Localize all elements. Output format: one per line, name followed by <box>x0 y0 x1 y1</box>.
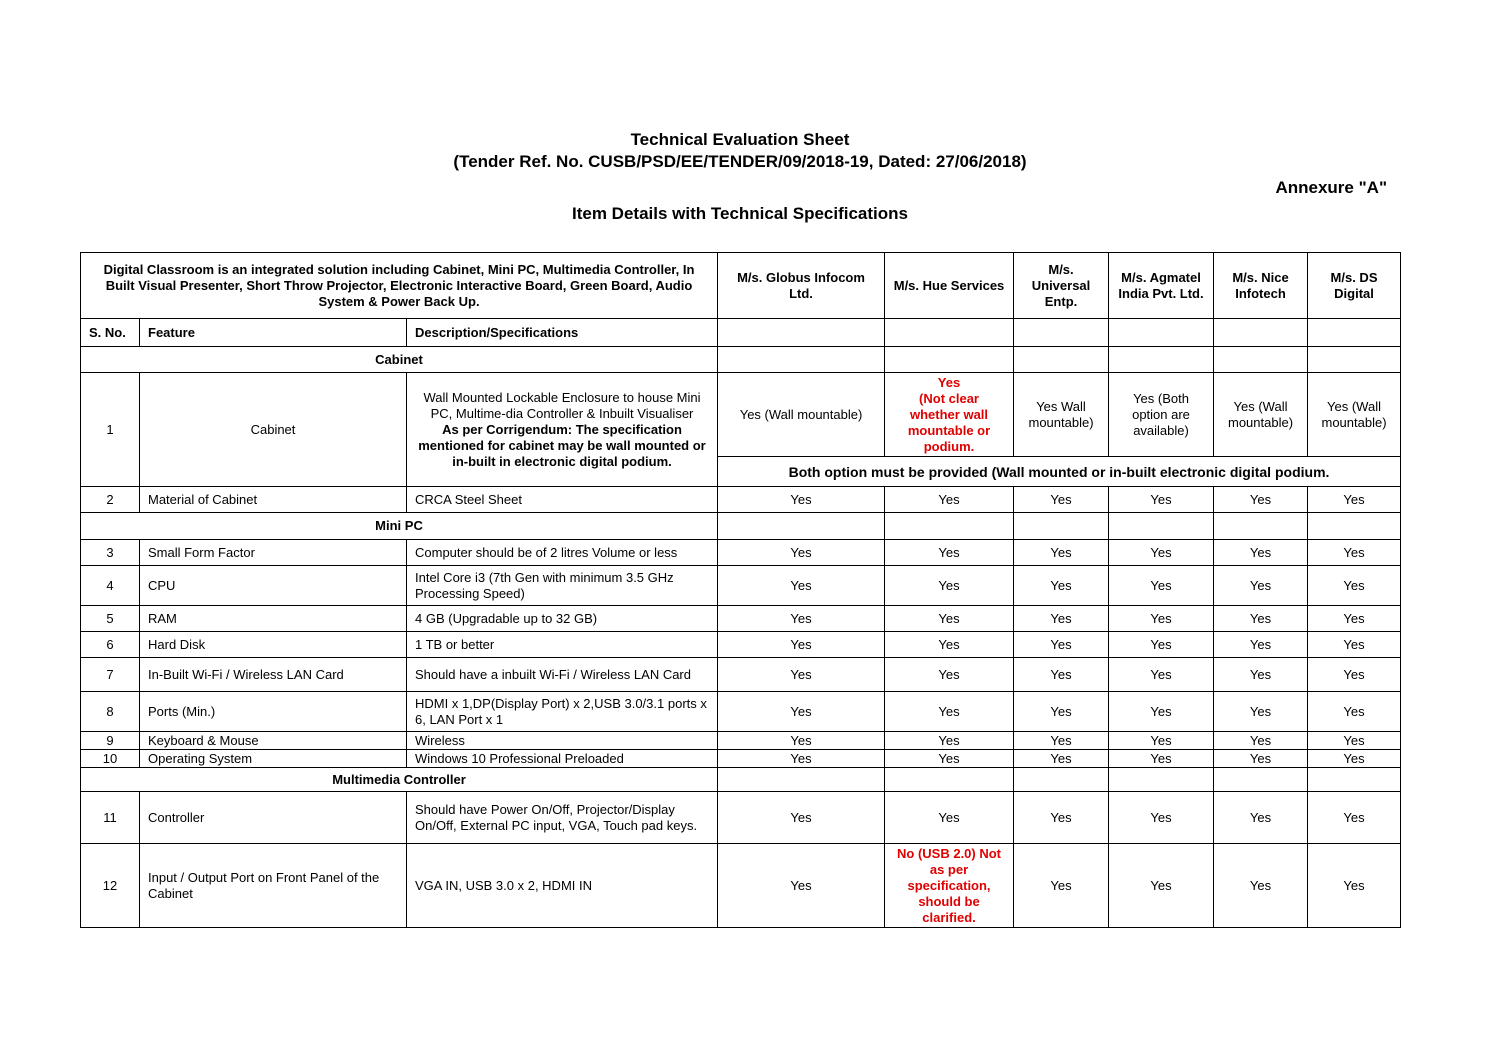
feature-cell: Keyboard & Mouse <box>140 732 407 750</box>
table-row <box>81 658 1401 692</box>
vendor-cell: Yes <box>718 750 885 768</box>
vendor-cell: Yes <box>1014 750 1109 768</box>
vendor-cell: Yes <box>718 632 885 658</box>
feature-cell: Input / Output Port on Front Panel of the Cabinet <box>140 844 407 928</box>
vendor-cell: Yes <box>1308 658 1401 692</box>
vendor-cell: Yes (Wall mountable) <box>1214 373 1308 457</box>
table-row <box>81 632 1401 658</box>
vendor-cell: Yes <box>1214 606 1308 632</box>
table-row <box>81 692 1401 732</box>
vendor-header: M/s. Globus Infocom Ltd. <box>718 253 885 319</box>
sno-cell: 1 <box>81 373 140 487</box>
vendor-cell: Yes <box>1109 750 1214 768</box>
hue-note: (Not clear whether wall mountable or podium. <box>907 390 991 454</box>
sno-cell: 11 <box>81 792 140 844</box>
sno-cell: 12 <box>81 844 140 928</box>
desc-cell: Intel Core i3 (7th Gen with minimum 3.5 GHz Processing Speed) <box>407 566 718 606</box>
evaluation-table <box>80 252 1401 928</box>
vendor-cell: Yes <box>718 540 885 566</box>
table-row <box>81 792 1401 844</box>
vendor-cell: Yes <box>718 844 885 928</box>
vendor-cell: Yes <box>1014 658 1109 692</box>
vendor-cell: Yes <box>718 792 885 844</box>
feature-cell: Controller <box>140 792 407 844</box>
vendor-cell: Yes <box>885 792 1014 844</box>
section-title: Cabinet <box>81 347 718 373</box>
vendor-cell: Yes <box>1109 844 1214 928</box>
vendor-cell: Yes <box>1308 540 1401 566</box>
vendor-cell: Yes <box>1014 606 1109 632</box>
header-row <box>81 253 1401 319</box>
vendor-cell: Yes <box>1214 692 1308 732</box>
vendor-cell: No (USB 2.0) Not as per specification, should be clarified. <box>885 844 1014 928</box>
section-row <box>81 768 1401 792</box>
desc-cell: Windows 10 Professional Preloaded <box>407 750 718 768</box>
table-row <box>81 844 1401 928</box>
feature-cell: RAM <box>140 606 407 632</box>
vendor-cell: Yes <box>1308 792 1401 844</box>
vendor-cell: Yes <box>1109 487 1214 513</box>
intro-cell: Digital Classroom is an integrated solution including Cabinet, Mini PC, Multimedia Controller, In Built Visual Presenter, Short Throw Projector, Electronic Interactive Board, Green Board, Audio System & Power Back Up. <box>81 253 718 319</box>
vendor-cell: Yes <box>885 487 1014 513</box>
vendor-cell: Yes <box>885 732 1014 750</box>
sheet-subtitle: Item Details with Technical Specifications <box>572 204 908 223</box>
vendor-cell: Yes <box>1109 566 1214 606</box>
vendor-header: M/s. Nice Infotech <box>1214 253 1308 319</box>
vendor-cell: Yes <box>1109 692 1214 732</box>
vendor-cell: Yes <box>1214 487 1308 513</box>
vendor-cell: Yes <box>1014 732 1109 750</box>
sno-cell: 10 <box>81 750 140 768</box>
vendor-cell: Yes <box>1214 540 1308 566</box>
vendor-cell: Yes <box>885 566 1014 606</box>
vendor-cell: Yes <box>718 692 885 732</box>
vendor-cell: Yes <box>1214 566 1308 606</box>
sno-cell: 8 <box>81 692 140 732</box>
table-row <box>81 540 1401 566</box>
table-row <box>81 750 1401 768</box>
section-title: Mini PC <box>81 513 718 540</box>
feature-cell: CPU <box>140 566 407 606</box>
vendor-cell: Yes <box>885 750 1014 768</box>
vendor-cell: Yes <box>718 606 885 632</box>
vendor-cell: Yes <box>1014 487 1109 513</box>
vendor-cell: Yes <box>1014 844 1109 928</box>
feature-cell: Ports (Min.) <box>140 692 407 732</box>
desc-text: Wall Mounted Lockable Enclosure to house Mini PC, Multime-dia Controller & Inbuilt Visualiser <box>423 389 701 421</box>
desc-cell: HDMI x 1,DP(Display Port) x 2,USB 3.0/3.1 ports x 6, LAN Port x 1 <box>407 692 718 732</box>
vendor-cell: Yes (Both option are available) <box>1109 373 1214 457</box>
vendor-cell: Yes <box>1214 792 1308 844</box>
vendor-cell: Yes <box>718 487 885 513</box>
table-row <box>81 606 1401 632</box>
vendor-header: M/s. Agmatel India Pvt. Ltd. <box>1109 253 1214 319</box>
vendor-cell: Yes Wall mountable) <box>1014 373 1109 457</box>
section-row <box>81 513 1401 540</box>
vendor-cell: Yes <box>1014 792 1109 844</box>
sno-cell: 4 <box>81 566 140 606</box>
sno-cell: 7 <box>81 658 140 692</box>
vendor-cell: Yes <box>1214 632 1308 658</box>
table-row <box>81 373 1401 457</box>
section-row <box>81 347 1401 373</box>
feature-cell: Operating System <box>140 750 407 768</box>
corrigendum-text: As per Corrigendum: The specification mentioned for cabinet may be wall mounted or in-built in electronic digital podium. <box>418 421 706 469</box>
vendor-cell: Yes (Wall mountable) <box>718 373 885 457</box>
feature-cell: Cabinet <box>140 373 407 487</box>
vendor-cell: Yes <box>1308 566 1401 606</box>
col-desc-header: Description/Specifications <box>407 319 718 347</box>
vendor-cell: Yes <box>1214 844 1308 928</box>
feature-cell: Small Form Factor <box>140 540 407 566</box>
vendor-cell: Yes <box>1308 487 1401 513</box>
vendor-cell <box>885 373 1014 457</box>
sheet-title: Technical Evaluation Sheet <box>630 130 850 149</box>
sno-cell: 9 <box>81 732 140 750</box>
feature-cell: In-Built Wi-Fi / Wireless LAN Card <box>140 658 407 692</box>
vendor-cell: Yes <box>1308 732 1401 750</box>
annexure-label: Annexure "A" <box>1275 178 1387 197</box>
vendor-cell: Yes <box>1014 632 1109 658</box>
vendor-header: M/s. DS Digital <box>1308 253 1401 319</box>
vendor-cell: Yes <box>1014 566 1109 606</box>
vendor-cell: Yes <box>1308 632 1401 658</box>
tender-reference: (Tender Ref. No. CUSB/PSD/EE/TENDER/09/2018-19, Dated: 27/06/2018) <box>453 152 1027 171</box>
col-sno-header: S. No. <box>81 319 140 347</box>
vendor-cell: Yes <box>885 606 1014 632</box>
vendor-cell: Yes (Wall mountable) <box>1308 373 1401 457</box>
table-row <box>81 487 1401 513</box>
vendor-cell: Yes <box>1109 792 1214 844</box>
sno-cell: 5 <box>81 606 140 632</box>
sno-cell: 2 <box>81 487 140 513</box>
vendor-cell: Yes <box>1109 606 1214 632</box>
vendor-header: M/s. Hue Services <box>885 253 1014 319</box>
vendor-cell: Yes <box>1109 732 1214 750</box>
hue-yes: Yes <box>937 374 961 390</box>
desc-cell: VGA IN, USB 3.0 x 2, HDMI IN <box>407 844 718 928</box>
feature-cell: Material of Cabinet <box>140 487 407 513</box>
sno-cell: 3 <box>81 540 140 566</box>
vendor-cell: Yes <box>1109 632 1214 658</box>
desc-cell: Should have Power On/Off, Projector/Display On/Off, External PC input, VGA, Touch pad keys. <box>407 792 718 844</box>
desc-cell <box>407 373 718 487</box>
vendor-cell: Yes <box>1014 692 1109 732</box>
vendor-cell: Yes <box>718 566 885 606</box>
vendor-cell: Yes <box>718 658 885 692</box>
cabinet-note: Both option must be provided (Wall mounted or in-built electronic digital podium. <box>718 457 1401 487</box>
vendor-cell: Yes <box>1109 658 1214 692</box>
vendor-cell: Yes <box>1214 658 1308 692</box>
vendor-cell: Yes <box>1308 692 1401 732</box>
section-title: Multimedia Controller <box>81 768 718 792</box>
vendor-header: M/s. Universal Entp. <box>1014 253 1109 319</box>
desc-cell: Computer should be of 2 litres Volume or less <box>407 540 718 566</box>
vendor-cell: Yes <box>1214 750 1308 768</box>
table-row <box>81 566 1401 606</box>
vendor-cell: Yes <box>885 540 1014 566</box>
vendor-cell: Yes <box>1308 750 1401 768</box>
vendor-cell: Yes <box>885 692 1014 732</box>
desc-cell: 4 GB (Upgradable up to 32 GB) <box>407 606 718 632</box>
vendor-cell: Yes <box>1308 606 1401 632</box>
desc-cell: Wireless <box>407 732 718 750</box>
table-row <box>81 732 1401 750</box>
sno-cell: 6 <box>81 632 140 658</box>
desc-cell: 1 TB or better <box>407 632 718 658</box>
vendor-cell: Yes <box>1214 732 1308 750</box>
vendor-cell: Yes <box>885 632 1014 658</box>
vendor-cell: Yes <box>1014 540 1109 566</box>
vendor-cell: Yes <box>1109 540 1214 566</box>
feature-cell: Hard Disk <box>140 632 407 658</box>
vendor-cell: Yes <box>718 732 885 750</box>
desc-cell: CRCA Steel Sheet <box>407 487 718 513</box>
vendor-cell: Yes <box>1308 844 1401 928</box>
vendor-cell: Yes <box>885 658 1014 692</box>
desc-cell: Should have a inbuilt Wi-Fi / Wireless LAN Card <box>407 658 718 692</box>
column-header-row <box>81 319 1401 347</box>
col-feature-header: Feature <box>140 319 407 347</box>
